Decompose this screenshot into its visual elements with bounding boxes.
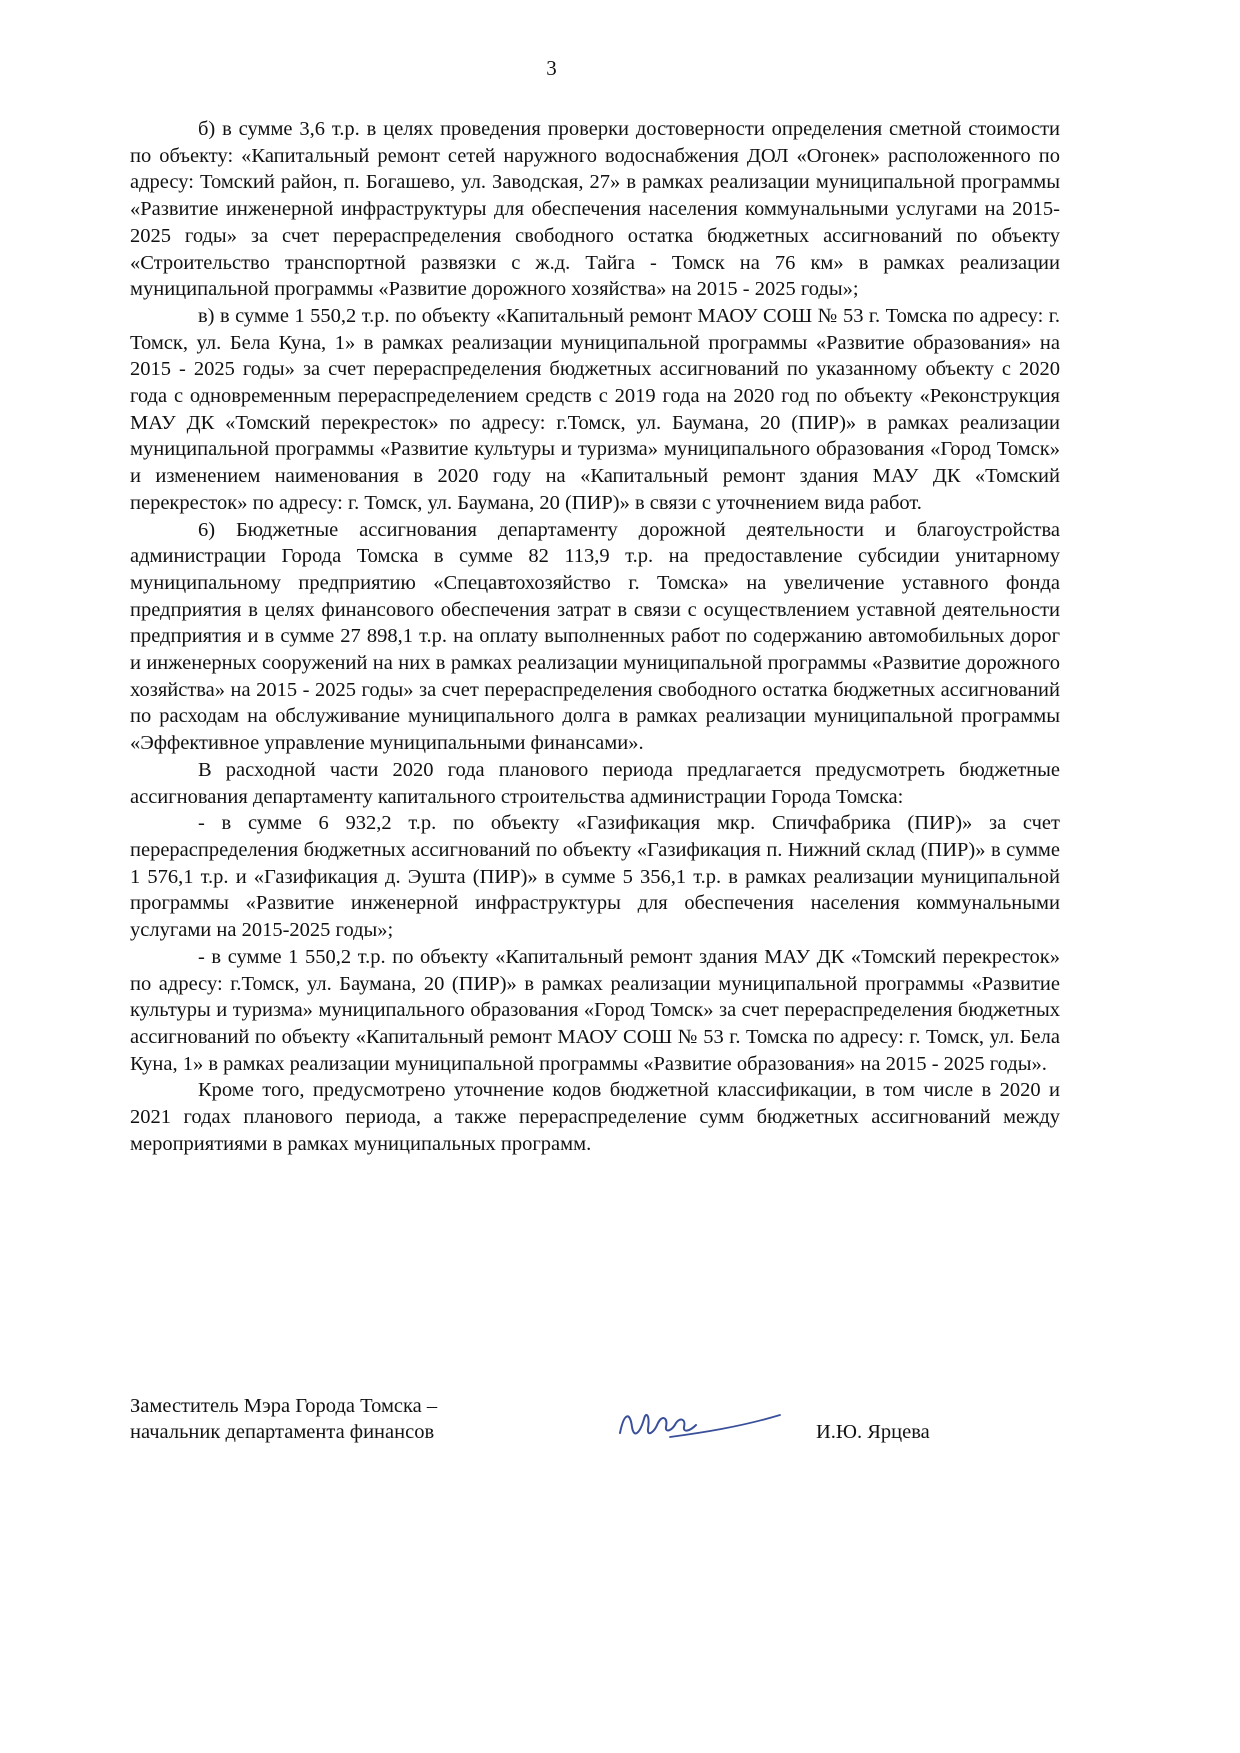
page-number: 3 xyxy=(546,56,557,80)
paragraph-6-road-activity: 6) Бюджетные ассигнования департаменту дорожной деятельности и благоустройства администрации Города Томска в сумме 82 113,9 т.р. на предоставление субсидии унитарному муниципальному предприятию «Спецавтохозяйство г. Томска» на увеличение уставного фонда предприятия в целях финансового обеспечения затрат в связи с осуществлением уставной деятельности предприятия и в сумме 27 898,1 т.р. на оплату выполненных работ по содержанию автомобильных дорог и инженерных сооружений на них в рамках реализации муниципальной программы «Развитие дорожного хозяйства» на 2015 - 2025 годы» за счет перераспределения свободного остатка бюджетных ассигнований по расходам на обслуживание муниципального долга в рамках реализации муниципальной программы «Эффективное управление муниципальными финансами». xyxy=(130,518,1060,755)
handwritten-signature xyxy=(610,1393,790,1453)
document-body xyxy=(130,116,1060,1157)
paragraph-v-school-53: в) в сумме 1 550,2 т.р. по объекту «Капитальный ремонт МАОУ СОШ № 53 г. Томска по адресу: г. Томск, ул. Бела Куна, 1» в рамках реализации муниципальной программы «Развитие образования» на 2015 - 2025 годы» за счет перераспределения бюджетных ассигнований по указанному объекту с 2020 года с одновременным перераспределением средств с 2019 года на 2020 год по объекту «Реконструкция МАУ ДК «Томский перекресток» по адресу: г.Томск, ул. Баумана, 20 (ПИР)» в рамках реализации муниципальной программы «Развитие культуры и туризма» муниципального образования «Город Томск» и изменением наименования в 2020 году на «Капитальный ремонт здания МАУ ДК «Томский перекресток» по адресу: г. Томск, ул. Баумана, 20 (ПИР)» в связи с уточнением вида работ. xyxy=(130,304,1060,514)
signer-title-line-2: начальник департамента финансов xyxy=(130,1421,435,1443)
paragraph-gasification-item: - в сумме 6 932,2 т.р. по объекту «Газификация мкр. Спичфабрика (ПИР)» за счет перераспределения бюджетных ассигнований по объекту «Газификация п. Нижний склад (ПИР)» в сумме 1 576,1 т.р. и «Газификация д. Эушта (ПИР)» в сумме 5 356,1 т.р. в рамках реализации муниципальной программы «Развитие инженерной инфраструктуры для обеспечения населения коммунальными услугами на 2015-2025 годы»; xyxy=(130,812,1060,942)
paragraph-2020-expenses-intro: В расходной части 2020 года планового периода предлагается предусмотреть бюджетные ассигнования департаменту капитального строительства администрации Города Томска: xyxy=(130,758,1060,808)
signer-name: И.Ю. Ярцева xyxy=(816,1421,930,1443)
paragraph-b-water-supply: б) в сумме 3,6 т.р. в целях проведения проверки достоверности определения сметной стоимости по объекту: «Капитальный ремонт сетей наружного водоснабжения ДОЛ «Огонек» расположенного по адресу: Томский район, п. Богашево, ул. Заводская, 27» в рамках реализации муниципальной программы «Развитие инженерной инфраструктуры для обеспечения населения коммунальными услугами на 2015-2025 годы» за счет перераспределения свободного остатка бюджетных ассигнований по объекту «Строительство транспортной развязки с ж.д. Тайга - Томск на 76 км» в рамках реализации муниципальной программы «Развитие дорожного хозяйства» на 2015 - 2025 годы»; xyxy=(130,118,1060,301)
signature-block xyxy=(130,1393,1060,1473)
paragraph-culture-house-item: - в сумме 1 550,2 т.р. по объекту «Капитальный ремонт здания МАУ ДК «Томский перекресток» по адресу: г.Томск, ул. Баумана, 20 (ПИР)» в рамках реализации муниципальной программы «Развитие культуры и туризма» муниципального образования «Город Томск» за счет перераспределения бюджетных ассигнований по объекту «Капитальный ремонт МАОУ СОШ № 53 г. Томска по адресу: г. Томск, ул. Бела Куна, 1» в рамках реализации муниципальной программы «Развитие образования» на 2015 - 2025 годы». xyxy=(130,945,1060,1075)
paragraph-classification-codes: Кроме того, предусмотрено уточнение кодов бюджетной классификации, в том числе в 2020 и 2021 годах планового периода, а также перераспределение сумм бюджетных ассигнований между мероприятиями в рамках муниципальных программ. xyxy=(130,1079,1060,1155)
signer-title-line-1: Заместитель Мэра Города Томска – xyxy=(130,1395,438,1417)
signer-title xyxy=(130,1393,437,1445)
